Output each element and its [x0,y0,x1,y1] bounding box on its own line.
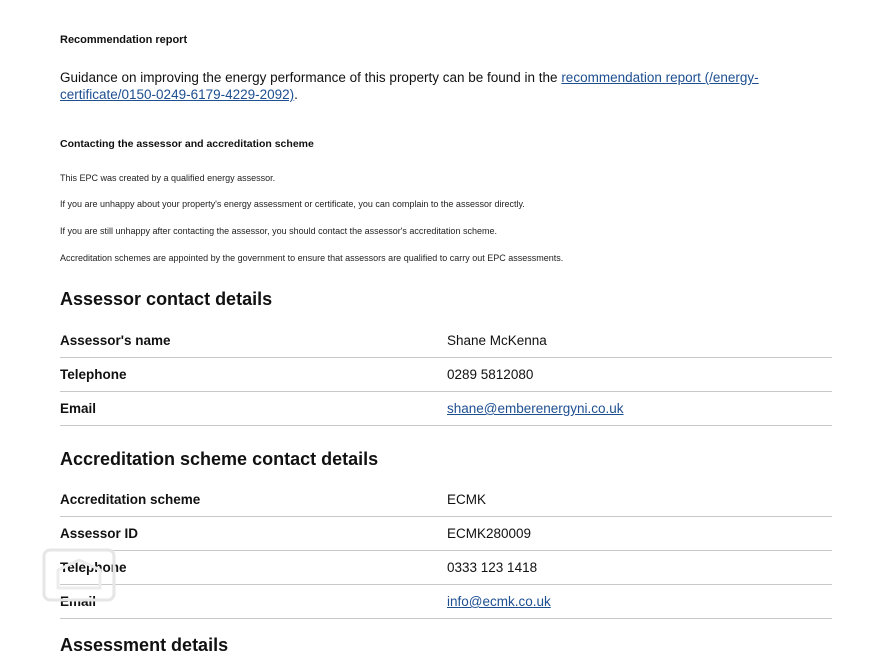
table-row [60,392,832,426]
table-row [60,517,832,551]
accreditation-scheme-value: ECMK [447,492,487,507]
table-row [60,551,832,585]
accreditation-contact-table [60,483,832,619]
recommendation-intro-text: Guidance on improving the energy performance of this property can be found in the [60,70,562,85]
assessor-contact-heading: Assessor contact details [60,289,273,309]
assessor-id-label: Assessor ID [60,526,139,541]
recommendation-intro [60,69,820,103]
assessor-email-label: Email [60,401,97,416]
scheme-email-label: Email [60,594,97,609]
contacting-paragraph: Accreditation schemes are appointed by the government to ensure that assessors are qualified to carry out EPC assessments. [60,253,564,263]
accreditation-contact-heading: Accreditation scheme contact details [60,449,379,469]
document-page [60,0,832,655]
scheme-telephone-label: Telephone [60,560,127,575]
contacting-paragraph: If you are still unhappy after contacting the assessor, you should contact the assessor's accreditation scheme. [60,226,497,236]
assessment-details-heading-partial: Assessment details [60,635,229,655]
assessor-contact-table [60,324,832,426]
table-row [60,585,832,619]
scheme-email-link[interactable]: info@ecmk.co.uk [447,594,551,609]
accreditation-scheme-label: Accreditation scheme [60,492,201,507]
contacting-paragraph: This EPC was created by a qualified energy assessor. [60,173,276,183]
assessor-telephone-value: 0289 5812080 [447,367,534,382]
assessor-telephone-label: Telephone [60,367,127,382]
scheme-telephone-value: 0333 123 1418 [447,560,538,575]
recommendation-intro-suffix: . [294,87,298,102]
table-row [60,358,832,392]
assessor-email-link[interactable]: shane@emberenergyni.co.uk [447,401,624,416]
recommendation-report-link[interactable]: recommendation report (/energy-certificate/0150-0249-6179-4229-2092) [60,70,759,102]
assessor-name-label: Assessor's name [60,333,171,348]
table-row [60,483,832,517]
contacting-paragraph: If you are unhappy about your property's energy assessment or certificate, you can complain to the assessor directly. [60,199,525,209]
assessor-name-value: Shane McKenna [447,333,547,348]
contacting-heading: Contacting the assessor and accreditation scheme [60,138,314,150]
table-row [60,324,832,358]
assessor-id-value: ECMK280009 [447,526,532,541]
recommendation-report-heading: Recommendation report [60,34,188,46]
watermark-logo-icon [42,548,116,602]
